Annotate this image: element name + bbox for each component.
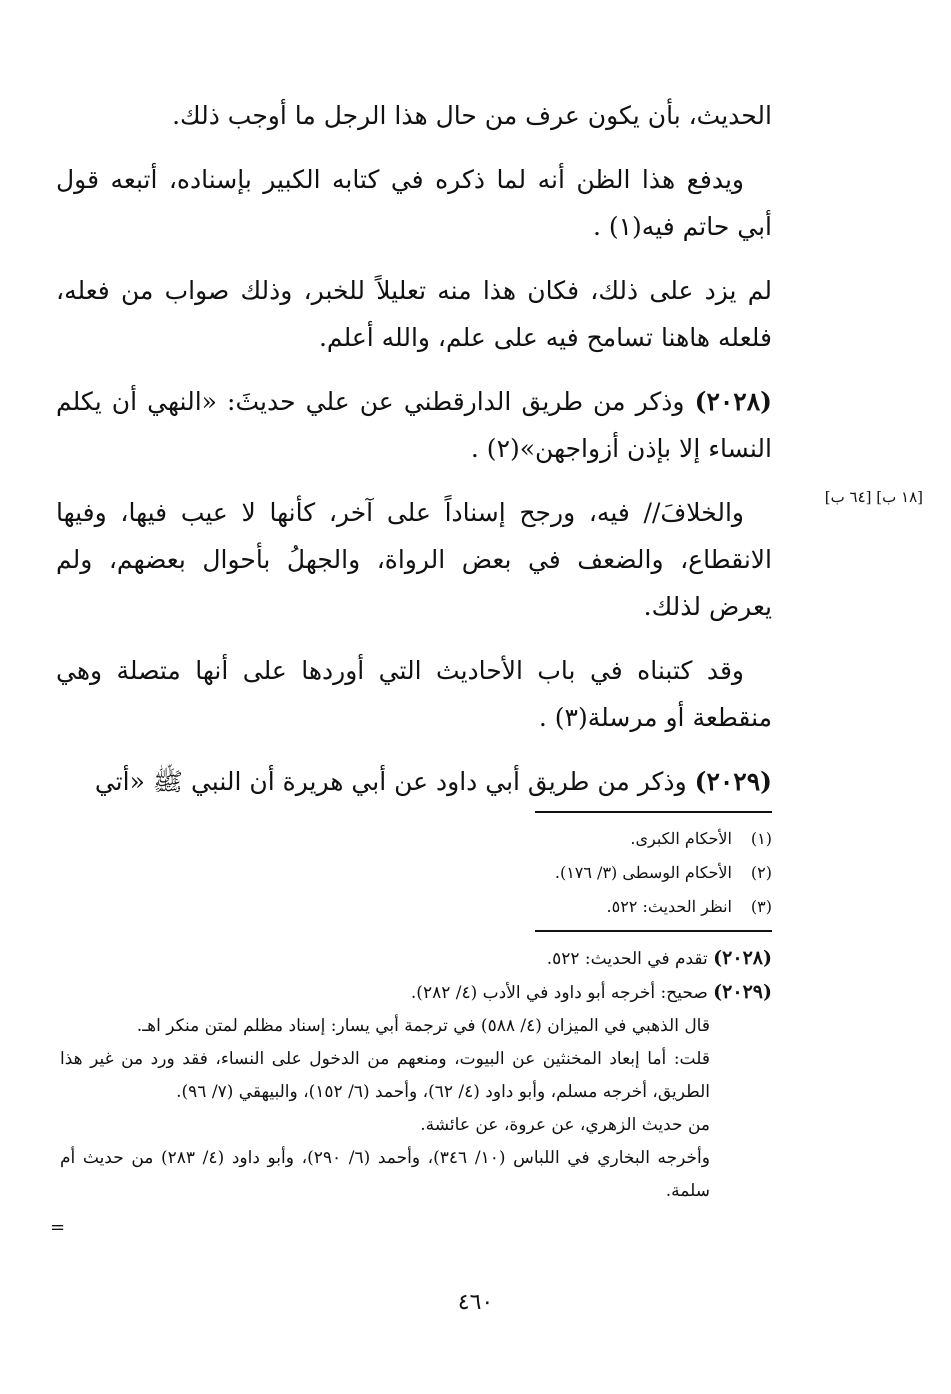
takhrij-notes <box>60 942 772 1208</box>
note-line: وأخرجه البخاري في اللباس (١٠/ ٣٤٦)، وأحمد (٦/ ٢٩٠)، وأبو داود (٤/ ٢٨٣) من حديث أم سلمة. <box>60 1148 710 1201</box>
note-line: من حديث الزهري، عن عروة، عن عائشة. <box>420 1115 710 1135</box>
hadith-number: (٢٠٢٨) <box>694 387 772 416</box>
footnote-divider <box>535 811 772 813</box>
footnote-text: الأحكام الكبرى. <box>630 829 732 848</box>
hadith-text: وذكر من طريق أبي داود عن أبي هريرة أن النبي ﷺ «أتي <box>94 767 687 796</box>
footnote-number: (٢) <box>750 863 772 882</box>
hadith-entry <box>56 378 772 472</box>
paragraph: الحديث، بأن يكون عرف من حال هذا الرجل ما أوجب ذلك. <box>172 101 772 130</box>
notes-divider <box>535 930 772 932</box>
paragraph: وقد كتبناه في باب الأحاديث التي أوردها على أنها متصلة وهي منقطعة أو مرسلة(٣) . <box>56 656 772 732</box>
continuation-mark: = <box>50 1217 66 1238</box>
note-text: صحيح: أخرجه أبو داود في الأدب (٤/ ٢٨٢). <box>410 983 708 1003</box>
footnote-item <box>300 856 772 890</box>
footnotes <box>300 822 772 924</box>
note-line: قلت: أما إبعاد المخنثين عن البيوت، ومنعهم من الدخول على النساء، فقد ورد من غير هذا الطريق، أخرجه مسلم، وأبو داود (٤/ ٦٢)، وأحمد (٦/ ١٥٢)، والبيهقي (٧/ ٩٦). <box>60 1049 710 1102</box>
note-line: قال الذهبي في الميزان (٤/ ٥٨٨) في ترجمة أبي يسار: إسناد مظلم لمتن منكر اهـ. <box>136 1016 710 1036</box>
footnote-text: انظر الحديث: ٥٢٢. <box>606 897 732 916</box>
footnote-number: (٣) <box>750 897 772 916</box>
paragraph: لم يزد على ذلك، فكان هذا منه تعليلاً للخبر، وذلك صواب من فعله، فلعله هاهنا تسامح فيه على علم، والله أعلم. <box>56 276 772 352</box>
note-entry <box>60 976 772 1010</box>
hadith-number: (٢٠٢٩) <box>694 767 772 796</box>
footnote-text: الأحكام الوسطى (٣/ ١٧٦). <box>554 863 732 882</box>
paragraph: والخلافَ// فيه، ورجح إسناداً على آخر، كأنها لا عيب فيها، وفيها الانقطاع، والضعف في بعض الرواة، والجهلُ بأحوال بعضهم، ولم يعرض لذلك. <box>56 498 772 621</box>
paragraph: ويدفع هذا الظن أنه لما ذكره في كتابه الكبير بإسناده، أتبعه قول أبي حاتم فيه(١) . <box>56 165 772 241</box>
hadith-text: وذكر من طريق الدارقطني عن علي حديثَ: «النهي أن يكلم النساء إلا بإذن أزواجهن»(٢) . <box>56 387 772 463</box>
note-text: تقدم في الحديث: ٥٢٢. <box>546 949 708 969</box>
footnote-item <box>300 822 772 856</box>
hadith-entry <box>56 758 772 805</box>
note-entry <box>60 942 772 976</box>
footnote-item <box>300 890 772 924</box>
note-number: (٢٠٢٨) <box>713 947 772 969</box>
footnote-number: (١) <box>750 829 772 848</box>
manuscript-folio-note: [١٨ ب] [٦٤ ب] <box>824 488 923 506</box>
note-number: (٢٠٢٩) <box>713 981 772 1003</box>
page-number: ٤٦٠ <box>457 1290 494 1315</box>
main-text <box>56 92 772 822</box>
